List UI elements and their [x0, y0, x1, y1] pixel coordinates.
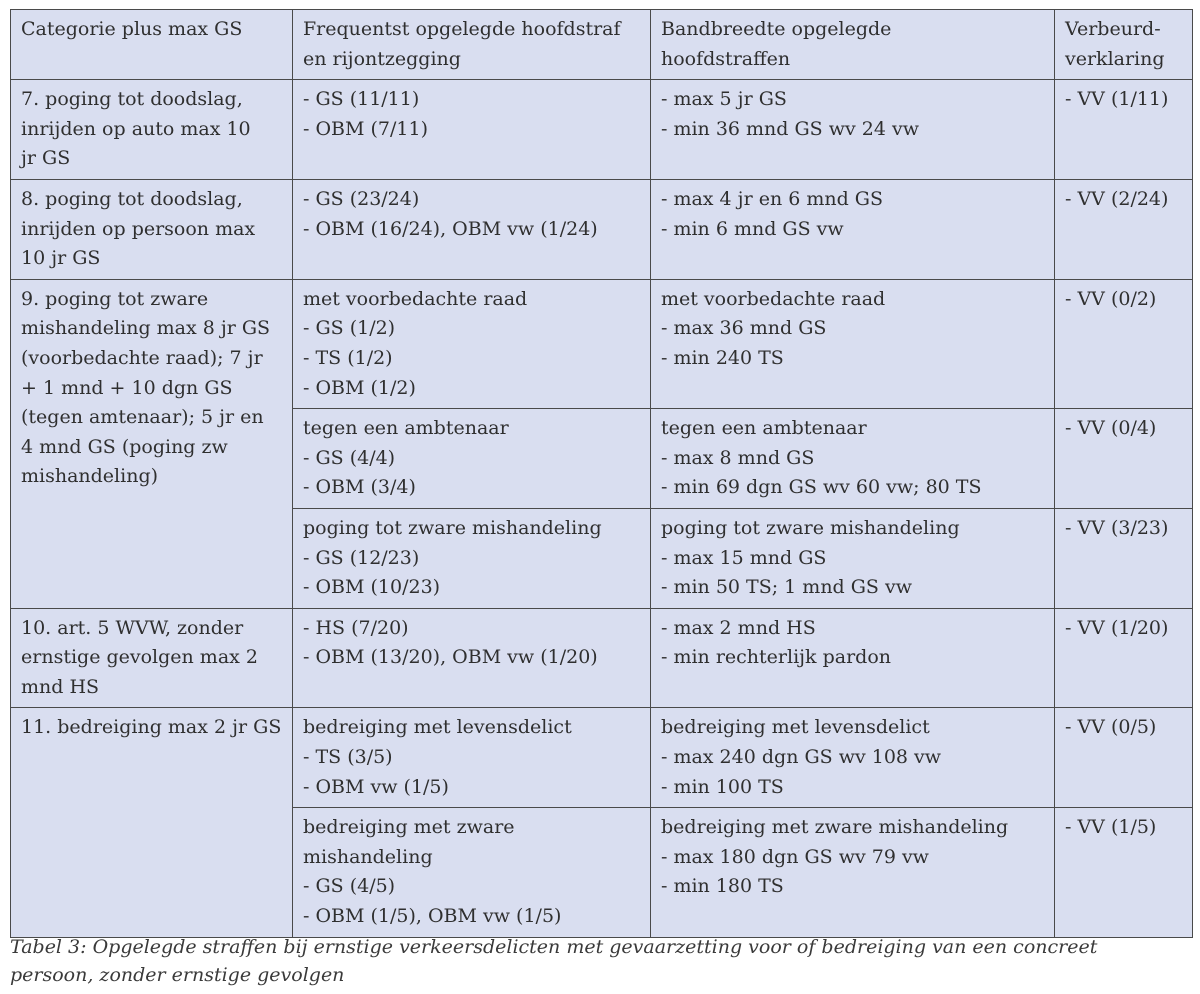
bandwidth-cell: poging tot zware mishandeling - max 15 mnd GS - min 50 TS; 1 mnd GS vw	[651, 508, 1055, 608]
category-cell: 10. art. 5 WVW, zonder ernstige gevolgen max 2 mnd HS	[11, 608, 293, 708]
bandwidth-cell: - max 4 jr en 6 mnd GS - min 6 mnd GS vw	[651, 179, 1055, 279]
forfeiture-cell: - VV (2/24)	[1055, 179, 1193, 279]
forfeiture-cell: - VV (1/20)	[1055, 608, 1193, 708]
table-row	[11, 608, 1193, 708]
bandwidth-cell: bedreiging met zware mishandeling - max 180 dgn GS wv 79 vw - min 180 TS	[651, 808, 1055, 937]
frequent-cell: met voorbedachte raad - GS (1/2) - TS (1/2) - OBM (1/2)	[293, 279, 651, 408]
header-forfeiture: Verbeurd-verklaring	[1055, 10, 1193, 80]
bandwidth-cell: - max 5 jr GS - min 36 mnd GS wv 24 vw	[651, 80, 1055, 180]
frequent-cell: bedreiging met levensdelict - TS (3/5) - OBM vw (1/5)	[293, 708, 651, 808]
bandwidth-cell: tegen een ambtenaar - max 8 mnd GS - min 69 dgn GS wv 60 vw; 80 TS	[651, 409, 1055, 509]
header-category: Categorie plus max GS	[11, 10, 293, 80]
category-cell: 11. bedreiging max 2 jr GS	[11, 708, 293, 937]
forfeiture-cell: - VV (0/5)	[1055, 708, 1193, 808]
table-row	[11, 279, 1193, 408]
table-row	[11, 80, 1193, 180]
forfeiture-cell: - VV (0/4)	[1055, 409, 1193, 509]
sentences-table	[10, 9, 1193, 938]
frequent-cell: - GS (11/11) - OBM (7/11)	[293, 80, 651, 180]
header-frequent: Frequentst opgelegde hoofdstraf en rijontzegging	[293, 10, 651, 80]
frequent-cell: poging tot zware mishandeling - GS (12/23) - OBM (10/23)	[293, 508, 651, 608]
bandwidth-cell: - max 2 mnd HS - min rechterlijk pardon	[651, 608, 1055, 708]
forfeiture-cell: - VV (0/2)	[1055, 279, 1193, 408]
frequent-cell: - HS (7/20) - OBM (13/20), OBM vw (1/20)	[293, 608, 651, 708]
table-row	[11, 179, 1193, 279]
table-caption: Tabel 3: Opgelegde straffen bij ernstige verkeersdelicten met gevaarzetting voor of bedreiging van een concreet persoon, zonder ernstige gevolgen	[10, 936, 1098, 986]
forfeiture-cell: - VV (1/5)	[1055, 808, 1193, 937]
header-bandwidth: Bandbreedte opgelegde hoofdstraffen	[651, 10, 1055, 80]
table-header-row	[11, 10, 1193, 80]
category-cell: 7. poging tot doodslag, inrijden op auto max 10 jr GS	[11, 80, 293, 180]
category-cell: 9. poging tot zware mishandeling max 8 jr GS (voorbedachte raad); 7 jr + 1 mnd + 10 dgn GS (tegen amtenaar); 5 jr en 4 mnd GS (poging zw mishandeling)	[11, 279, 293, 608]
table-row	[11, 708, 1193, 808]
category-cell: 8. poging tot doodslag, inrijden op persoon max 10 jr GS	[11, 179, 293, 279]
bandwidth-cell: met voorbedachte raad - max 36 mnd GS - min 240 TS	[651, 279, 1055, 408]
frequent-cell: bedreiging met zware mishandeling - GS (4/5) - OBM (1/5), OBM vw (1/5)	[293, 808, 651, 937]
forfeiture-cell: - VV (3/23)	[1055, 508, 1193, 608]
bandwidth-cell: bedreiging met levensdelict - max 240 dgn GS wv 108 vw - min 100 TS	[651, 708, 1055, 808]
frequent-cell: - GS (23/24) - OBM (16/24), OBM vw (1/24)	[293, 179, 651, 279]
forfeiture-cell: - VV (1/11)	[1055, 80, 1193, 180]
frequent-cell: tegen een ambtenaar - GS (4/4) - OBM (3/4)	[293, 409, 651, 509]
